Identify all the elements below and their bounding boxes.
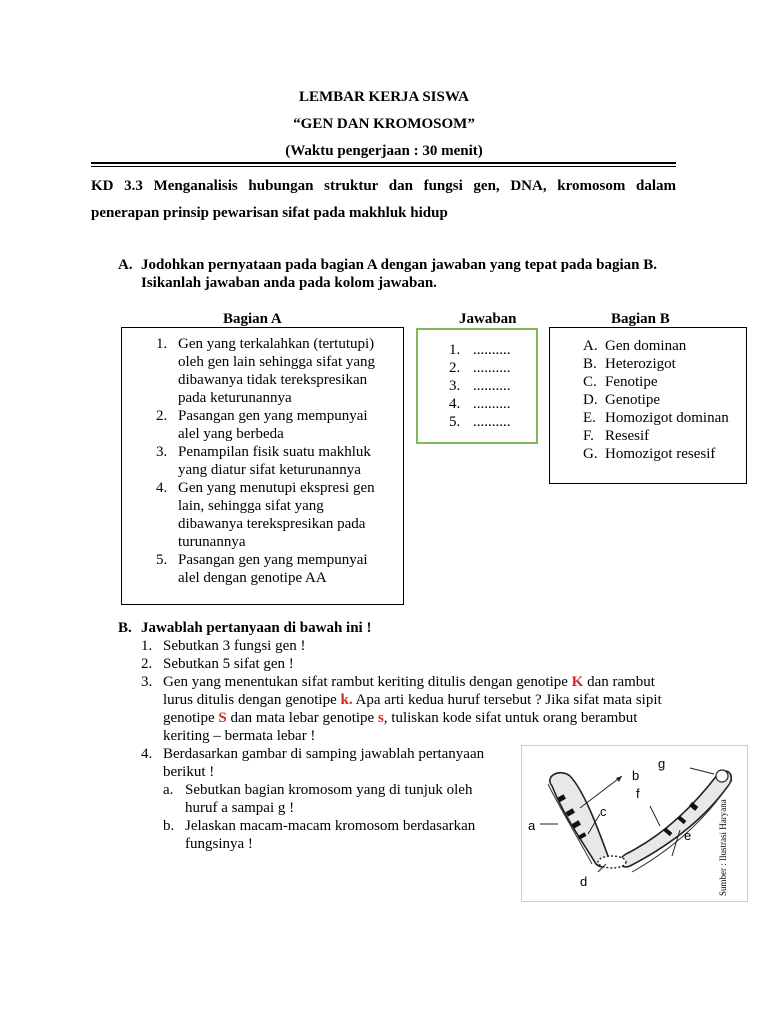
bagian-a-item-number: 2. [156,408,168,424]
bagian-a-item-line: dibawanya terekspresikan pada [178,516,366,532]
worksheet-time: (Waktu pengerjaan : 30 menit) [285,143,483,159]
chromosome-figure [521,745,748,902]
question-4b-line-2: fungsinya ! [185,836,253,852]
jawaban-blank[interactable]: .......... [473,414,511,430]
bagian-b-item [583,391,743,409]
question-4-number: 4. [141,746,153,762]
jawaban-blank[interactable]: .......... [473,378,511,394]
bagian-b-item-letter: A. [583,338,598,354]
question-4-line-1: Berdasarkan gambar di samping jawablah pertanyaan [163,746,485,762]
bagian-a-item-line: yang diatur sifat keturunannya [178,462,361,478]
bagian-a-item [156,407,396,443]
figure-label-b: b [632,768,640,783]
bagian-b-list [583,337,743,463]
section-b-title: Jawablah pertanyaan di bawah ini ! [141,620,372,636]
bagian-a-item [156,443,396,479]
genotype-S: S [218,710,227,726]
bagian-a-item-line: alel dengan genotipe AA [178,570,327,586]
kd-line-2: penerapan prinsip pewarisan sifat pada makhluk hidup [91,205,448,221]
question-3-line-3: genotipe S dan mata lebar genotipe s, tuliskan kode sifat untuk orang berambut [163,710,638,726]
bagian-b-item-text: Genotipe [605,392,660,408]
jawaban-item[interactable] [449,395,529,413]
bagian-a-item-line: Pasangan gen yang mempunyai [178,408,368,424]
bagian-a-item-line: Penampilan fisik suatu makhluk [178,444,371,460]
worksheet-title: LEMBAR KERJA SISWA [298,89,470,105]
section-a-marker: A. [118,257,133,273]
bagian-a-item-line: lain, sehingga sifat yang [178,498,324,514]
question-3-line-2: lurus ditulis dengan genotipe k. Apa arti kedua huruf tersebut ? Jika sifat mata sipit [163,692,662,708]
jawaban-item[interactable] [449,341,529,359]
figure-source: Sumber : Ilustrasi Haryana [718,799,728,896]
jawaban-box [416,328,538,444]
jawaban-item[interactable] [449,377,529,395]
question-2-text: Sebutkan 5 sifat gen ! [163,656,294,672]
question-3-number: 3. [141,674,153,690]
jawaban-item-number: 4. [449,396,461,412]
bagian-a-item [156,479,396,551]
figure-label-a: a [528,818,536,833]
bagian-b-item-letter: D. [583,392,598,408]
bagian-b-item [583,337,743,355]
bagian-a-item-number: 1. [156,336,168,352]
figure-labels [522,746,747,901]
jawaban-heading: Jawaban [459,311,517,327]
bagian-b-item [583,373,743,391]
figure-label-e: e [684,828,692,843]
jawaban-blank[interactable]: .......... [473,396,511,412]
genotype-k: k. [340,692,353,708]
bagian-a-heading: Bagian A [223,311,282,327]
bagian-a-item-number: 5. [156,552,168,568]
jawaban-item[interactable] [449,413,529,431]
bagian-b-item-letter: B. [583,356,597,372]
section-b-marker: B. [118,620,132,636]
bagian-b-item-text: Gen dominan [605,338,687,354]
jawaban-blank[interactable]: .......... [473,360,511,376]
question-2-number: 2. [141,656,153,672]
bagian-a-box [121,327,404,605]
bagian-a-item-line: pada keturunannya [178,390,292,406]
figure-label-d: d [580,874,588,889]
question-4a-line-2: huruf a sampai g ! [185,800,295,816]
bagian-b-item-text: Homozigot dominan [605,410,729,426]
bagian-b-item-text: Heterozigot [605,356,676,372]
section-a-instruction-2: Isikanlah jawaban anda pada kolom jawaban. [141,275,437,291]
bagian-a-item-line: Pasangan gen yang mempunyai [178,552,368,568]
bagian-b-item [583,409,743,427]
bagian-a-item-line: alel yang berbeda [178,426,284,442]
worksheet-subtitle: “GEN DAN KROMOSOM” [293,116,475,132]
figure-label-g: g [658,756,666,771]
bagian-b-box [549,327,747,484]
bagian-b-item-text: Homozigot resesif [605,446,716,462]
bagian-b-item-text: Resesif [605,428,650,444]
bagian-b-item-letter: C. [583,374,597,390]
bagian-b-item-letter: G. [583,446,598,462]
bagian-a-item-line: Gen yang menutupi ekspresi gen [178,480,375,496]
bagian-a-item-number: 4. [156,480,168,496]
header-divider-thin [91,166,676,167]
bagian-a-item [156,335,396,407]
figure-label-f: f [636,786,640,801]
question-4b-line-1: Jelaskan macam-macam kromosom berdasarkan [185,818,476,834]
bagian-a-item-line: turunannya [178,534,246,550]
jawaban-item[interactable] [449,359,529,377]
bagian-b-item-text: Fenotipe [605,374,658,390]
genotype-K: K [571,674,584,690]
question-1-text: Sebutkan 3 fungsi gen ! [163,638,306,654]
header-divider-thick [91,162,676,164]
bagian-a-item-number: 3. [156,444,168,460]
question-1-number: 1. [141,638,153,654]
jawaban-item-number: 3. [449,378,461,394]
kd-line-1: KD 3.3 Menganalisis hubungan struktur dan fungsi gen, DNA, kromosom dalam [91,178,676,194]
bagian-b-heading: Bagian B [611,311,670,327]
question-3-line-4: keriting – bermata lebar ! [163,728,316,744]
bagian-a-item-line: dibawanya tidak terekspresikan [178,372,368,388]
jawaban-list [449,341,529,431]
bagian-a-list [156,335,396,587]
section-a-instruction-1: Jodohkan pernyataan pada bagian A dengan jawaban yang tepat pada bagian B. [141,257,657,273]
question-4b-marker: b. [163,818,175,834]
bagian-b-item [583,445,743,463]
genotype-s: s [377,710,384,726]
bagian-b-item-letter: E. [583,410,596,426]
figure-label-c: c [600,804,607,819]
question-3-line-1: Gen yang menentukan sifat rambut keriting ditulis dengan genotipe K dan rambut [163,674,655,690]
question-4a-line-1: Sebutkan bagian kromosom yang di tunjuk oleh [185,782,473,798]
jawaban-item-number: 1. [449,342,461,358]
jawaban-blank[interactable]: .......... [473,342,511,358]
bagian-a-item [156,551,396,587]
bagian-b-item-letter: F. [583,428,594,444]
bagian-a-item-line: oleh gen lain sehingga sifat yang [178,354,376,370]
bagian-a-item-line: Gen yang terkalahkan (tertutupi) [178,336,375,352]
bagian-b-item [583,427,743,445]
jawaban-item-number: 5. [449,414,461,430]
question-4-line-2: berikut ! [163,764,215,780]
jawaban-item-number: 2. [449,360,461,376]
bagian-b-item [583,355,743,373]
question-4a-marker: a. [163,782,174,798]
